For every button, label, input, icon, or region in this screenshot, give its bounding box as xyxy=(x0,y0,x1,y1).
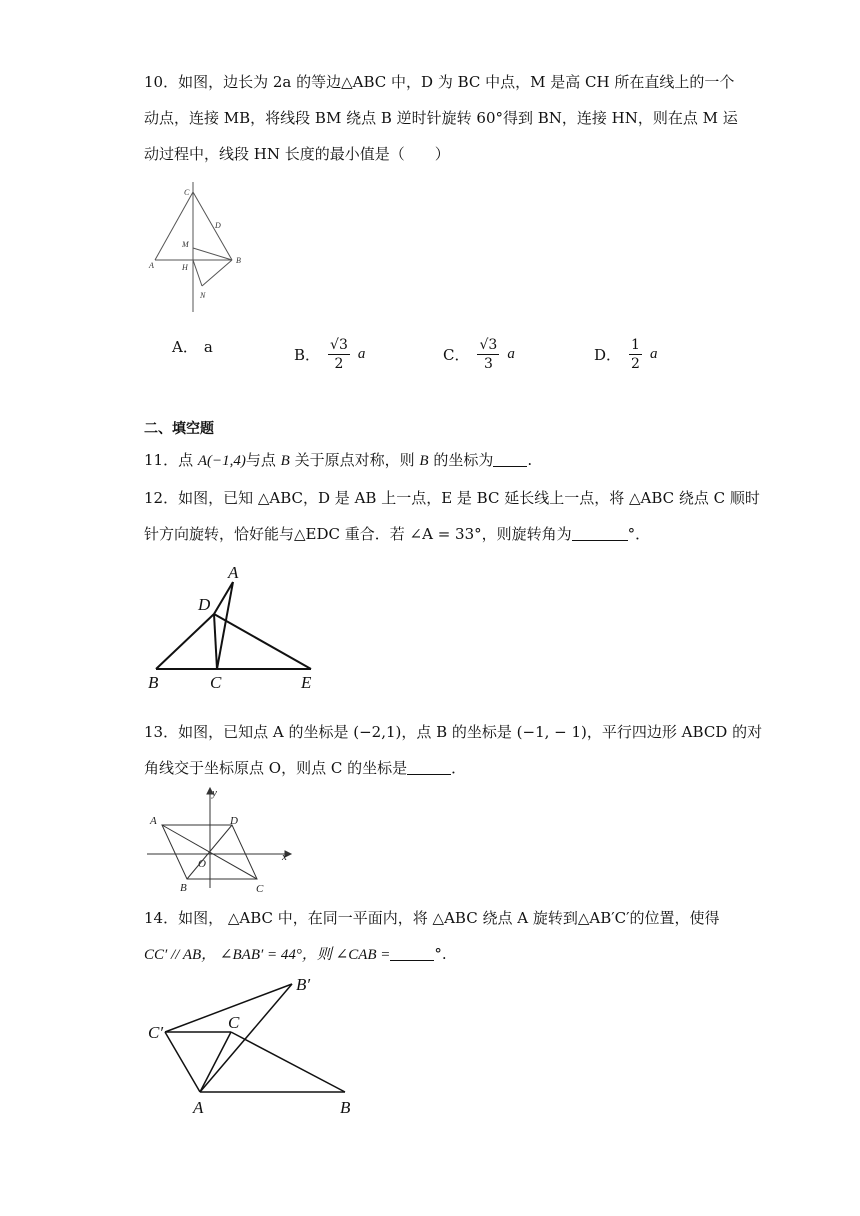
option-fraction xyxy=(328,336,350,373)
q12-label-c: C xyxy=(210,673,222,692)
q11-point-b: B xyxy=(280,453,290,469)
q10-option-a[interactable] xyxy=(172,336,213,357)
q10-label-d: D xyxy=(215,221,221,230)
fraction-numerator: 1 xyxy=(631,337,640,353)
q10-label-m: M xyxy=(182,240,189,249)
option-variable: a xyxy=(357,346,366,362)
q10-label-c: C xyxy=(184,188,190,197)
q14-line1: 14．如图， △ABC 中，在同一平面内，将 △ABC 绕点 A 旋转到△AB′C′的位置，使得 xyxy=(144,909,720,927)
q10-line1: 10．如图，边长为 2a 的等边△ABC 中，D 为 BC 中点，M 是高 CH 所在直线上的一个 xyxy=(144,73,735,91)
q12-line-dc xyxy=(214,614,217,669)
fraction-numerator: √3 xyxy=(330,337,348,353)
q13-line1: 13．如图，已知点 A 的坐标是 (−2,1)，点 B 的坐标是 (−1, − 1)，平行四边形 ABCD 的对 xyxy=(144,723,763,741)
q10-line-hn xyxy=(193,260,202,286)
q13-answer-blank[interactable] xyxy=(407,760,451,775)
q10-option-b[interactable] xyxy=(294,336,365,373)
q12-label-b: B xyxy=(148,673,159,692)
option-letter: D． xyxy=(594,346,622,364)
q10-option-c[interactable] xyxy=(443,336,515,373)
q14-label-b-prime: B′ xyxy=(296,975,311,994)
section-title: 二、填空题 xyxy=(144,421,214,437)
q13-line2-post: ． xyxy=(451,759,467,777)
q10-figure xyxy=(140,180,260,320)
q12-label-e: E xyxy=(301,673,312,692)
option-fraction xyxy=(629,336,642,373)
q10-label-b: B xyxy=(236,256,241,265)
option-letter: B． xyxy=(294,346,321,364)
q10-line3: 动过程中，线段 HN 长度的最小值是（ ） xyxy=(144,145,450,163)
option-letter: C． xyxy=(443,346,470,364)
q12-label-d: D xyxy=(198,595,211,614)
q14-label-b: B xyxy=(340,1098,351,1117)
q14-label-c: C xyxy=(228,1013,240,1032)
q13-label-b: B xyxy=(180,882,187,894)
q11-point-a: A(−1,4) xyxy=(197,453,246,469)
option-fraction xyxy=(477,336,499,373)
option-text: a xyxy=(203,337,213,356)
q13-label-d: D xyxy=(230,815,238,827)
q14-line-ab1 xyxy=(200,984,292,1092)
q10-line-bn xyxy=(202,260,232,286)
q12-line-de xyxy=(214,614,311,669)
q13-label-a: A xyxy=(150,815,157,827)
q11-answer-blank[interactable] xyxy=(493,452,527,467)
q12-line1: 12．如图，已知 △ABC，D 是 AB 上一点，E 是 BC 延长线上一点，将 △ABC 绕点 C 顺时 xyxy=(144,489,760,507)
q14-label-c-prime: C′ xyxy=(148,1023,164,1042)
q14-answer-blank[interactable] xyxy=(390,946,434,961)
q14-line2-pre: CC′ // AB， ∠BAB′ = 44°，则 ∠CAB = xyxy=(144,947,391,963)
q11-post: 的坐标为 xyxy=(428,451,494,469)
q10-option-d[interactable] xyxy=(594,336,657,373)
q11-mid: 与点 xyxy=(245,451,281,469)
q14-figure xyxy=(140,970,370,1120)
q14-line-cb xyxy=(231,1032,345,1092)
q11-end: . xyxy=(527,451,533,469)
option-variable: a xyxy=(507,346,515,362)
q13-line2-pre: 角线交于坐标原点 O，则点 C 的坐标是 xyxy=(144,759,408,777)
q11-text xyxy=(144,450,532,471)
fraction-denominator: 2 xyxy=(334,356,344,372)
q10-line2: 动点，连接 MB，将线段 BM 绕点 B 逆时针旋转 60°得到 BN，连接 HN，则在点 M 运 xyxy=(144,109,738,127)
q13-label-o: O xyxy=(198,858,206,870)
q11-pre: 11．点 xyxy=(144,451,198,469)
q12-line-bd xyxy=(156,614,214,669)
q13-figure xyxy=(140,784,300,896)
q14-line-c1a xyxy=(165,1032,200,1092)
q10-label-a: A xyxy=(149,261,154,270)
fraction-numerator: √3 xyxy=(479,337,498,353)
q12-line2-pre: 针方向旋转，恰好能与△EDC 重合．若 ∠A = 33°，则旋转角为 xyxy=(144,525,572,543)
fraction-denominator: 3 xyxy=(483,356,493,372)
fraction-denominator: 2 xyxy=(631,356,640,372)
q13-label-y: y xyxy=(212,787,217,799)
q10-line-ca xyxy=(155,192,193,260)
q13-label-c: C xyxy=(256,883,264,895)
q11-mid2: 关于原点对称，则 xyxy=(289,451,420,469)
q12-label-a: A xyxy=(228,563,239,582)
option-variable: a xyxy=(649,346,658,362)
q14-label-a: A xyxy=(193,1098,204,1117)
q14-line2-post: °. xyxy=(434,945,447,963)
q12-line2 xyxy=(144,524,650,544)
q12-answer-blank[interactable] xyxy=(572,526,628,541)
q10-label-h: H xyxy=(182,263,188,272)
q10-label-n: N xyxy=(200,291,206,300)
q13-label-x: x xyxy=(282,851,287,863)
option-letter: A． xyxy=(172,338,198,356)
q11-point-b2: B xyxy=(419,453,429,469)
q13-line2 xyxy=(144,758,466,778)
q14-line2 xyxy=(144,944,447,965)
q12-figure xyxy=(140,562,330,692)
q12-line2-post: °． xyxy=(627,525,651,543)
